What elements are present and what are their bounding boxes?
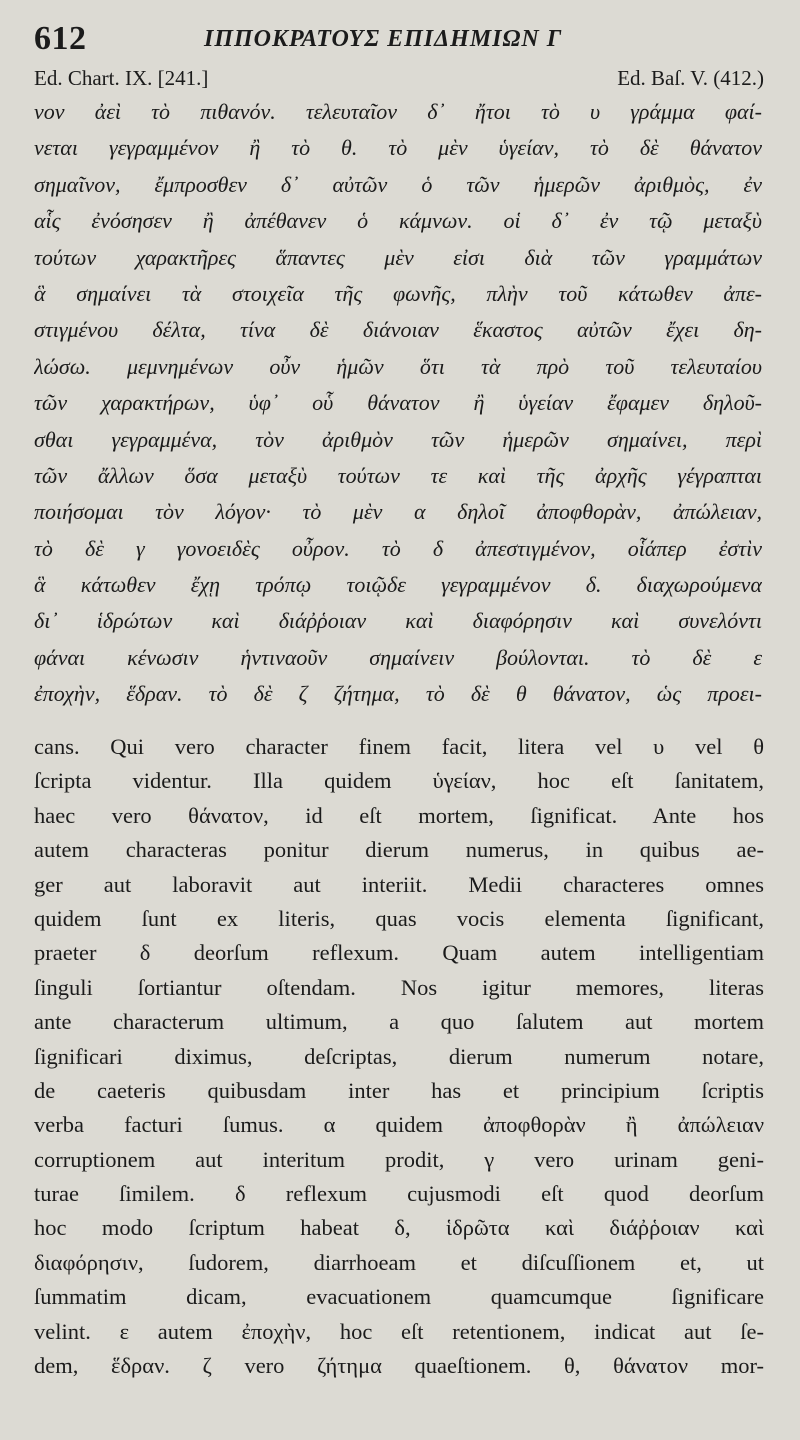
greek-text-line: ἃ σημαίνει τὰ στοιχεῖα τῆς φωνῆς, πλὴν τοῦ κάτωθεν ἀπε- bbox=[34, 280, 762, 306]
greek-text-line: σημαῖνον, ἔμπροσθεν δ᾽ αὐτῶν ὁ τῶν ἡμερῶν ἀριθμὸς, ἐν bbox=[34, 171, 762, 197]
greek-text-line: τῶν χαρακτήρων, ὑφ᾽ οὗ θάνατον ἢ ὑγείαν ἔφαμεν δηλοῦ- bbox=[34, 390, 762, 416]
greek-text-line: φάναι κένωσιν ἡντιναοῦν σημαίνειν βούλονται. τὸ δὲ ε bbox=[34, 644, 762, 670]
latin-text-line: hoc modo ſcriptum habeat δ, ἱδρῶτα καὶ διάῤῥοιαν καὶ bbox=[34, 1215, 764, 1241]
latin-text-line: ſcripta videntur. Illa quidem ὑγείαν, hoc eſt ſanitatem, bbox=[34, 768, 764, 794]
page-header bbox=[34, 18, 774, 62]
latin-text-line: turae ſimilem. δ reflexum cujusmodi eſt quod deorſum bbox=[34, 1181, 764, 1207]
latin-text-line: de caeteris quibusdam inter has et principium ſcriptis bbox=[34, 1077, 764, 1103]
greek-text-line: ποιήσομαι τὸν λόγον· τὸ μὲν α δηλοῖ ἀποφθορὰν, ἀπώλειαν, bbox=[34, 499, 762, 525]
greek-text-line: αἷς ἐνόσησεν ἢ ἀπέθανεν ὁ κάμνων. οἱ δ᾽ ἐν τῷ μεταξὺ bbox=[34, 208, 762, 234]
edition-reference-line bbox=[34, 66, 764, 94]
latin-text-line: praeter δ deorſum reflexum. Quam autem intelligentiam bbox=[34, 940, 764, 966]
latin-text-line: quidem ſunt ex literis, quas vocis elementa ſignificant, bbox=[34, 905, 764, 931]
greek-text-line: τῶν ἄλλων ὅσα μεταξὺ τούτων τε καὶ τῆς ἀρχῆς γέγραπται bbox=[34, 462, 762, 488]
latin-text-line: cans. Qui vero character finem facit, litera vel υ vel θ bbox=[34, 734, 764, 759]
latin-text-line: verba facturi ſumus. α quidem ἀποφθορὰν ἢ ἀπώλειαν bbox=[34, 1112, 764, 1138]
latin-text-line: ſummatim dicam, evacuationem quamcumque ſignificare bbox=[34, 1284, 764, 1310]
latin-text-line: haec vero θάνατον, id eſt mortem, ſignificat. Ante hos bbox=[34, 802, 764, 828]
latin-text-line: ſignificari diximus, deſcriptas, dierum numerum notare, bbox=[34, 1043, 764, 1069]
latin-text-block bbox=[34, 730, 764, 1383]
latin-text-line: ante characterum ultimum, a quo ſalutem aut mortem bbox=[34, 1009, 764, 1035]
greek-text-line: νεται γεγραμμένον ἢ τὸ θ. τὸ μὲν ὑγείαν, τὸ δὲ θάνατον bbox=[34, 135, 762, 161]
greek-text-line: δι᾽ ἱδρώτων καὶ διάῤῥοιαν καὶ διαφόρησιν καὶ συνελόντι bbox=[34, 608, 762, 634]
greek-text-line: τὸ δὲ γ γονοειδὲς οὖρον. τὸ δ ἀπεστιγμένον, οἷάπερ ἐστὶν bbox=[34, 535, 762, 561]
latin-text-line: ſinguli ſortiantur oſtendam. Nos igitur memores, literas bbox=[34, 974, 764, 1000]
greek-text-line: ἐποχὴν, ἕδραν. τὸ δὲ ζ ζήτημα, τὸ δὲ θ θάνατον, ὡς προει- bbox=[34, 681, 762, 707]
latin-text-line: διαφόρησιν, ſudorem, diarrhoeam et diſcuſſionem et, ut bbox=[34, 1249, 764, 1275]
latin-text-line: corruptionem aut interitum prodit, γ vero urinam geni- bbox=[34, 1146, 764, 1172]
greek-text-line: λώσω. μεμνημένων οὖν ἡμῶν ὅτι τὰ πρὸ τοῦ τελευταίου bbox=[34, 353, 762, 379]
greek-text-block bbox=[34, 94, 762, 713]
page-number: 612 bbox=[34, 20, 87, 57]
greek-text-line: νον ἀεὶ τὸ πιθανόν. τελευταῖον δ᾽ ἤτοι τὸ υ γράμμα φαί- bbox=[34, 99, 762, 124]
latin-text-line: velint. ε autem ἐποχὴν, hoc eſt retentionem, indicat aut ſe- bbox=[34, 1318, 764, 1344]
running-title: ΙΠΠΟΚΡΑΤΟΥΣ ΕΠΙΔΗΜΙΩΝ Γ bbox=[204, 26, 563, 52]
greek-text-line: στιγμένου δέλτα, τίνα δὲ διάνοιαν ἕκαστος αὐτῶν ἔχει δη- bbox=[34, 317, 762, 343]
latin-text-line: ger aut laboravit aut interiit. Medii characteres omnes bbox=[34, 871, 764, 897]
latin-text-line: autem characteras ponitur dierum numerus, in quibus ae- bbox=[34, 837, 764, 863]
edition-reference-chartier: Ed. Chart. IX. [241.] bbox=[34, 66, 209, 90]
greek-text-line: σθαι γεγραμμένα, τὸν ἀριθμὸν τῶν ἡμερῶν σημαίνει, περὶ bbox=[34, 426, 762, 452]
greek-text-line: τούτων χαρακτῆρες ἅπαντες μὲν εἰσι διὰ τῶν γραμμάτων bbox=[34, 244, 762, 270]
latin-text-line: dem, ἕδραν. ζ vero ζήτημα quaeſtionem. θ, θάνατον mor- bbox=[34, 1353, 764, 1379]
greek-text-line: ἃ κάτωθεν ἔχῃ τρόπῳ τοιῷδε γεγραμμένον δ. διαχωρούμενα bbox=[34, 572, 762, 598]
edition-reference-basel: Ed. Baſ. V. (412.) bbox=[617, 66, 764, 90]
